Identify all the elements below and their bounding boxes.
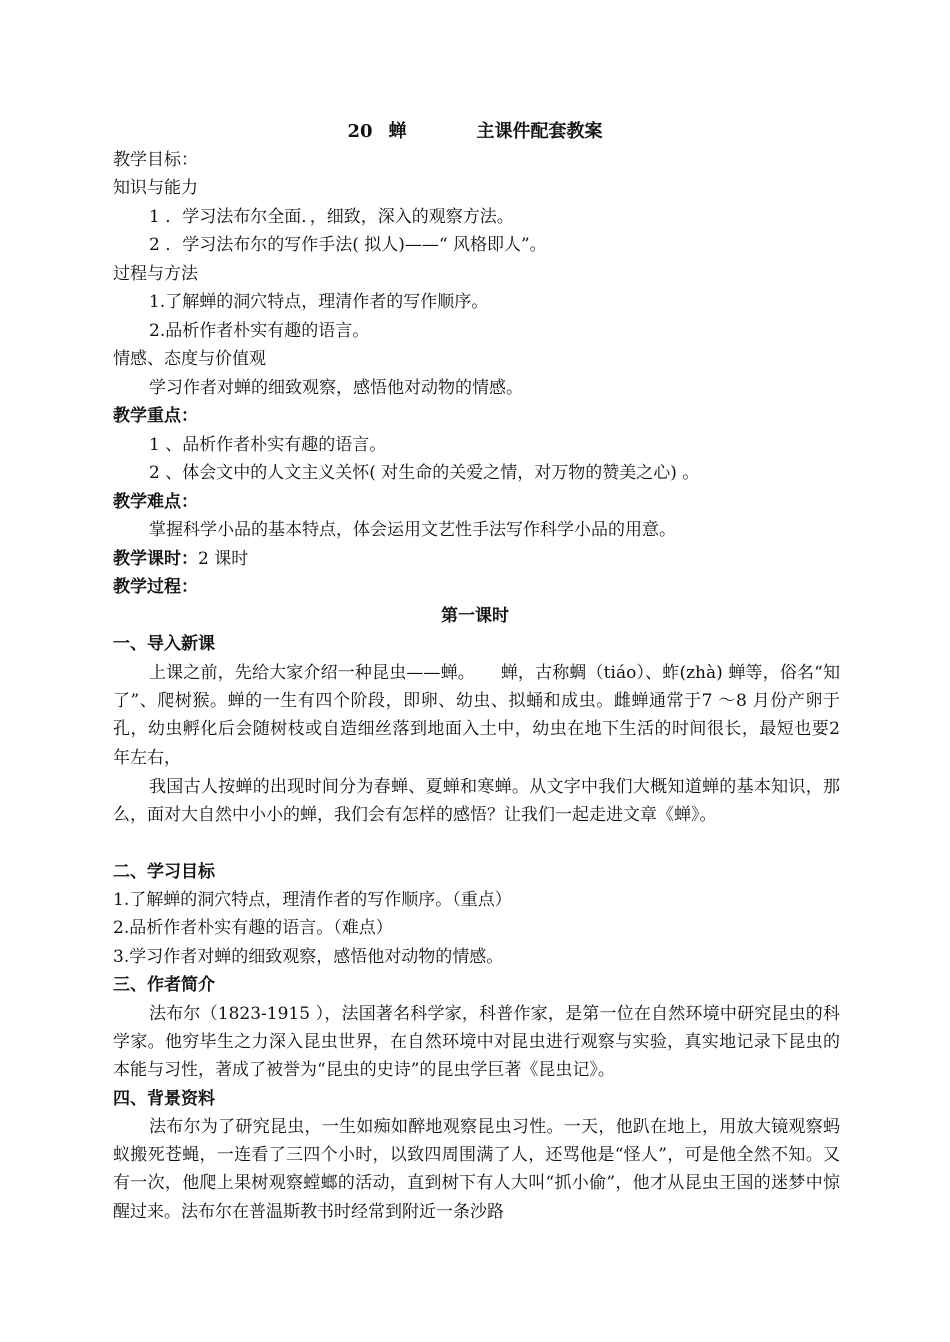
- goal-3: 3.学习作者对蝉的细致观察，感悟他对动物的情感。: [113, 947, 504, 967]
- teaching-process-heading: 教学过程：: [113, 577, 198, 597]
- document-title: [0, 118, 950, 146]
- section-3-paragraph-1: 法布尔（1823-1915 ），法国著名科学家，科普作家，是第一位在自然环境中研究昆虫的科学家。他穷毕生之力深入昆虫世界，在自然环境中对昆虫进行观察与实验，真实地记录下昆虫的本能与习性，著成了被誉为“昆虫的史诗”的昆虫学巨著《昆虫记》。: [113, 1004, 840, 1081]
- title-word: 蝉: [388, 121, 407, 142]
- knowledge-item-1: 1 ．学习法布尔全面．，细致，深入的观察方法。: [149, 207, 514, 227]
- lesson-hours: [113, 545, 840, 573]
- section-4-paragraph-1: 法布尔为了研究昆虫，一生如痴如醉地观察昆虫习性。一天，他趴在地上，用放大镜观察蚂蚁搬死苍蝇，一连看了三四个小时，以致四周围满了人，还骂他是“怪人”，可是他全然不知。又有一次，他爬上果树观察螳螂的活动，直到树下有人大叫“抓小偷”，他才从昆虫王国的迷梦中惊醒过来。法布尔在普温斯教书时经常到附近一条沙路: [113, 1117, 840, 1222]
- goal-2: 2.品析作者朴实有趣的语言。（难点）: [113, 918, 393, 938]
- process-item-2: 2.品析作者朴实有趣的语言。: [149, 321, 370, 341]
- key-points-heading: 教学重点：: [113, 406, 198, 426]
- difficulty-item-1: 掌握科学小品的基本特点，体会运用文艺性手法写作科学小品的用意。: [149, 520, 676, 540]
- knowledge-item-2: 2 ．学习法布尔的写作手法( 拟人)——“ 风格即人”。: [149, 235, 547, 255]
- lesson-hours-label: 教学课时：: [113, 549, 198, 569]
- section-2-heading: 二、学习目标: [113, 862, 215, 882]
- title-number: 20: [347, 121, 373, 142]
- section-1-paragraph-1: 上课之前，先给大家介绍一种昆虫——蝉。 蝉，古称蜩（tiáo）、蚱(zhà) 蝉等，俗名“知了”、爬树猴。蝉的一生有四个阶段，即卵、幼虫、拟蛹和成虫。雌蝉通常于7 ～8 月份产卵于孔，幼虫孵化后会随树枝或自造细丝落到地面入土中，幼虫在地下生活的时间很长，最短也要2 年左右，: [113, 663, 840, 768]
- knowledge-heading: 知识与能力: [113, 178, 198, 198]
- emotion-heading: 情感、态度与价值观: [113, 349, 266, 369]
- lesson-hours-value: 2 课时: [198, 549, 249, 569]
- difficulty-heading: 教学难点：: [113, 492, 198, 512]
- emotion-item-1: 学习作者对蝉的细致观察，感悟他对动物的情感。: [149, 378, 523, 398]
- lesson-heading: 第一课时: [441, 606, 509, 626]
- section-4-heading: 四、背景资料: [113, 1089, 215, 1109]
- section-1-heading: 一、导入新课: [113, 634, 215, 654]
- objectives-heading: 教学目标：: [113, 150, 198, 170]
- process-item-1: 1.了解蝉的洞穴特点，理清作者的写作顺序。: [149, 292, 489, 312]
- section-3-heading: 三、作者简介: [113, 975, 215, 995]
- key-point-2: 2 、体会文中的人文主义关怀( 对生命的关爱之情，对万物的赞美之心) 。: [149, 463, 700, 483]
- process-heading: 过程与方法: [113, 264, 198, 284]
- section-1-paragraph-2: 我国古人按蝉的出现时间分为春蝉、夏蝉和寒蝉。从文字中我们大概知道蝉的基本知识，那么，面对大自然中小小的蝉，我们会有怎样的感悟？让我们一起走进文章《蝉》。: [113, 777, 840, 826]
- title-main: 主课件配套教案: [476, 121, 603, 142]
- goal-1: 1.了解蝉的洞穴特点，理清作者的写作顺序。（重点）: [113, 890, 512, 910]
- key-point-1: 1 、品析作者朴实有趣的语言。: [149, 435, 387, 455]
